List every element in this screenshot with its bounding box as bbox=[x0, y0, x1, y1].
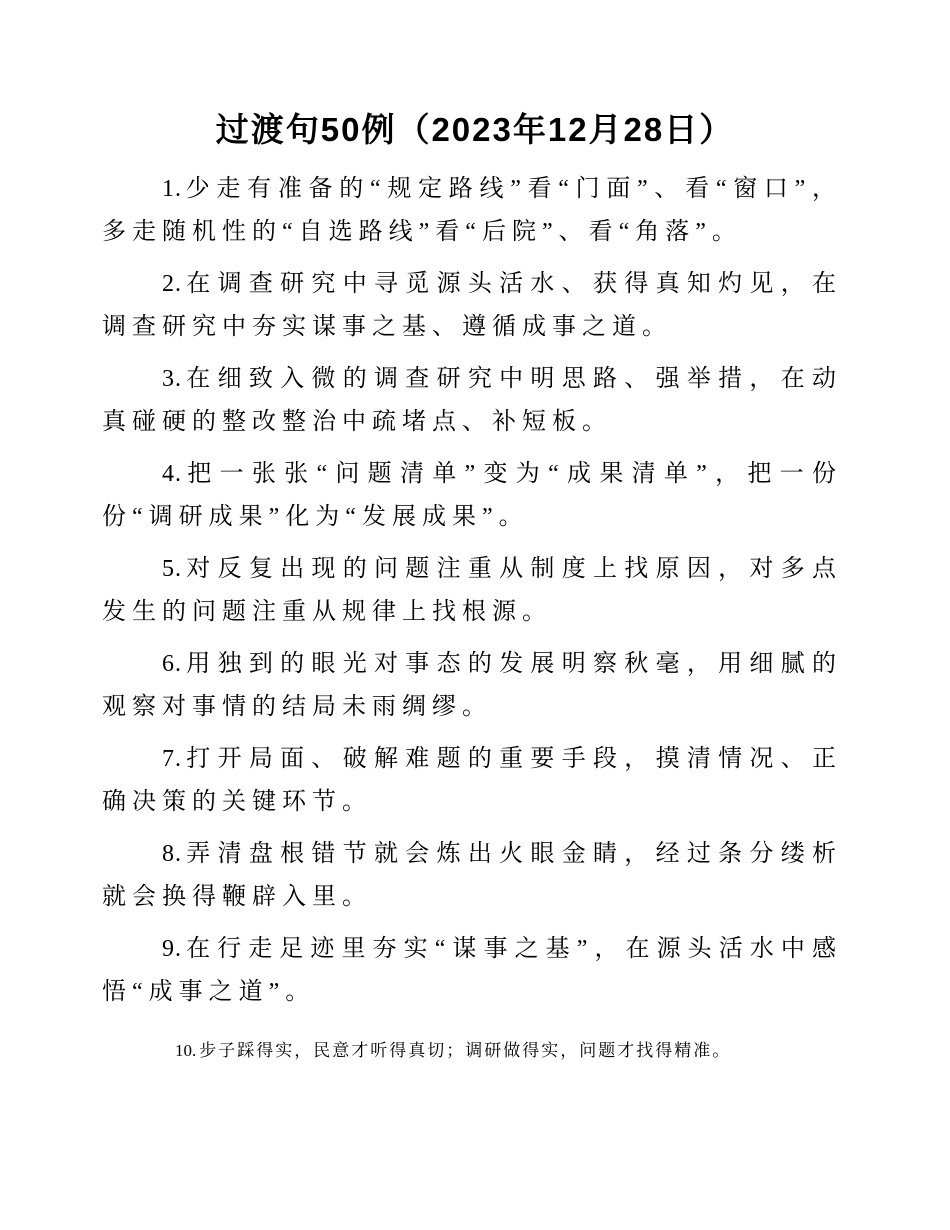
item-number: 4. bbox=[162, 461, 182, 487]
list-item-7 bbox=[102, 738, 842, 824]
item-number: 8. bbox=[162, 841, 182, 867]
list-item-2 bbox=[102, 263, 842, 349]
item-text: 在行走足迹里夯实“谋事之基”，在源头活水中感悟“成事之道”。 bbox=[102, 936, 842, 1005]
list-item-5 bbox=[102, 548, 842, 634]
document-title: 过渡句50例（2023年12月28日） bbox=[215, 111, 735, 148]
list-item-8 bbox=[102, 833, 842, 919]
item-text: 少走有准备的“规定路线”看“门面”、看“窗口”，多走随机性的“自选路线”看“后院”、看“角落”。 bbox=[102, 176, 842, 245]
item-number: 2. bbox=[162, 271, 182, 297]
item-text: 弄清盘根错节就会炼出火眼金睛，经过条分缕析就会换得鞭辟入里。 bbox=[102, 841, 842, 910]
item-number: 6. bbox=[162, 651, 182, 677]
item-text: 在调查研究中寻觅源头活水、获得真知灼见，在调查研究中夯实谋事之基、遵循成事之道。 bbox=[102, 271, 842, 340]
item-number: 5. bbox=[162, 556, 182, 582]
list-item-4 bbox=[102, 453, 842, 539]
list-item-9 bbox=[102, 928, 842, 1014]
footnote-item-10 bbox=[102, 1036, 842, 1066]
list-item-6 bbox=[102, 643, 842, 729]
item-text: 步子踩得实，民意才听得真切；调研做得实，问题才找得精准。 bbox=[199, 1041, 732, 1060]
item-number: 7. bbox=[162, 746, 182, 772]
document-body bbox=[102, 168, 842, 1066]
item-number: 9. bbox=[162, 936, 182, 962]
item-number: 10. bbox=[175, 1041, 197, 1060]
item-text: 把一张张“问题清单”变为“成果清单”，把一份份“调研成果”化为“发展成果”。 bbox=[102, 461, 842, 530]
item-number: 1. bbox=[162, 176, 182, 202]
list-item-1 bbox=[102, 168, 842, 254]
item-text: 对反复出现的问题注重从制度上找原因，对多点发生的问题注重从规律上找根源。 bbox=[102, 556, 842, 625]
item-text: 用独到的眼光对事态的发展明察秋毫，用细腻的观察对事情的结局未雨绸缪。 bbox=[102, 651, 842, 720]
item-number: 3. bbox=[162, 366, 182, 392]
list-item-3 bbox=[102, 358, 842, 444]
item-text: 在细致入微的调查研究中明思路、强举措，在动真碰硬的整改整治中疏堵点、补短板。 bbox=[102, 366, 842, 435]
item-text: 打开局面、破解难题的重要手段，摸清情况、正确决策的关键环节。 bbox=[102, 746, 842, 815]
